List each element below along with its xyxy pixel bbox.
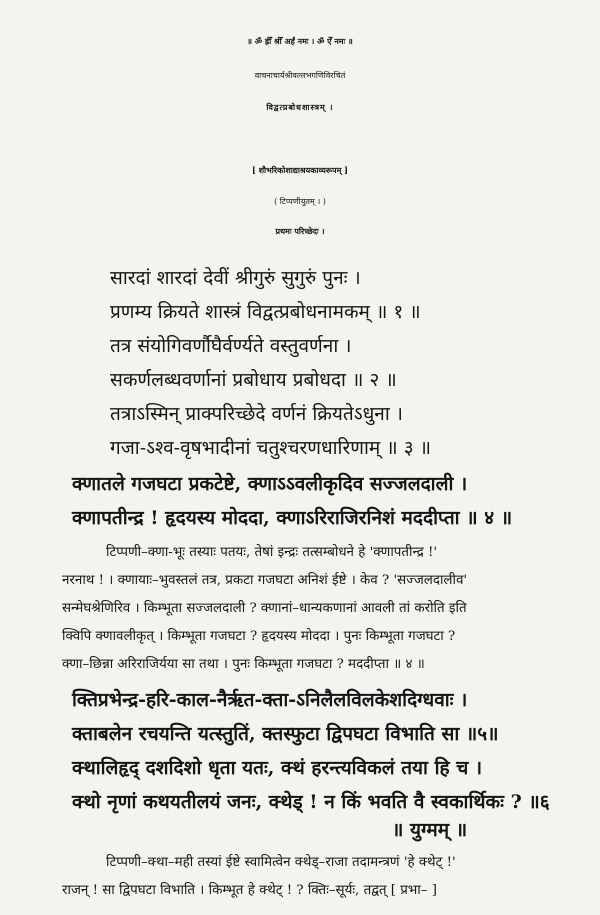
verse-line: क्थो नृणां कथयतीलयं जनः, क्थेड् ! न किं भवति वै स्वकार्थिकः ? ॥६ — [72, 791, 550, 813]
verse-line: क्थालिहृद् दशदिशो धृता यतः, क्थं हरन्त्यविकलं तया हि च । — [72, 757, 483, 779]
chapter-heading: प्रथमः परिच्छेदः । — [275, 226, 325, 236]
commentary-line: टिप्पणी–क्था–मही तस्यां ईष्टे स्वामित्वेन क्थेड्–राजा तदामन्त्रणं 'हे क्थेट् !' — [106, 855, 456, 870]
invocation-mantra: ॥ ॐ ह्रीँ श्रीँ अर्हं नमः । ॐ ऐँ नमः ॥ — [247, 36, 353, 46]
verse-line: तत्र संयोगिवर्णौघैर्वर्ण्यते वस्तुवर्णना । — [110, 335, 352, 357]
commentary-line: क्णा–छिन्ना अरिराजिर्यया सा तथा । पुनः किम्भूता गजघटा ? मददीप्ता ॥ ४ ॥ — [62, 657, 425, 672]
commentary-line: टिप्पणी–क्णा-भूः तस्याः पतयः, तेषां इन्द्रः तत्सम्बोधने हे 'क्णापतीन्द्र !' — [106, 545, 438, 560]
verse-pair-marker: ॥ युग्मम् ॥ — [392, 819, 468, 841]
commentary-line: क्विपि क्णावलीकृत् । किम्भूता गजघटा ? हृदयस्य मोददा । पुनः किम्भूता गजघटा ? — [62, 629, 456, 644]
verse-line: सकर्णलब्धवर्णानां प्रबोधाय प्रबोधदा ॥ २ ॥ — [110, 369, 397, 391]
verse-line: क्ताबलेन रचयन्ति यत्स्तुतिं, क्तस्फुटा द्विपघटा विभाति सा ॥५॥ — [72, 723, 499, 745]
verse-line: गजा-ऽश्व-वृषभादीनां चतुश्चरणधारिणाम् ॥ ३ ॥ — [110, 437, 432, 459]
commentary-line: नरनाथ ! । क्णायाः–भुवस्तलं तत्र, प्रकटा गजघटा अनिशं ईष्टे । केव ? 'सज्जलदालीव' — [62, 573, 468, 588]
subtitle: [ शौभरिकोशाद्याश्रयकाव्यरूपम् ] — [252, 165, 348, 175]
author-line: वाचनाचार्यश्रीवल्लभगणिविरचितं — [254, 71, 346, 80]
verse-line: तत्राऽस्मिन् प्राक्परिच्छेदे वर्णनं क्रियतेऽधुना । — [110, 403, 403, 425]
commentary-note: ( टिप्पणीयुतम् । ) — [274, 197, 326, 206]
verse-line: क्णापतीन्द्र ! हृदयस्य मोददा, क्णाऽरिराजिरनिशं मददीप्ता ॥ ४ ॥ — [72, 507, 513, 529]
commentary-line: सन्मेघश्रेणिरिव । किम्भूता सज्जलदाली ? क्णानां–धान्यकणानां आवली तां करोति इति — [62, 601, 467, 616]
page-title: विद्वत्प्रबोधशास्त्रम् । — [266, 102, 334, 112]
verse-line: प्रणम्य क्रियते शास्त्रं विद्वत्प्रबोधनामकम् ॥ १ ॥ — [110, 301, 421, 323]
verse-line: क्तिप्रभेन्द्र-हरि-काल-नैर्ऋत-क्ता-ऽनिलैलविलकेशदिग्धवाः । — [72, 689, 468, 711]
verse-line: सारदां शारदां देवीं श्रीगुरुं सुगुरुं पुनः । — [110, 267, 361, 289]
verse-line: क्णातले गजघटा प्रकटेष्टे, क्णाऽऽवलीकृदिव सज्जलदाली । — [72, 473, 468, 495]
commentary-line: राजन् ! सा द्विपघटा विभाति । किम्भूत हे क्थेट् ! ? क्तिः–सूर्यः, तद्वत् [ प्रभा– ] — [62, 883, 437, 898]
